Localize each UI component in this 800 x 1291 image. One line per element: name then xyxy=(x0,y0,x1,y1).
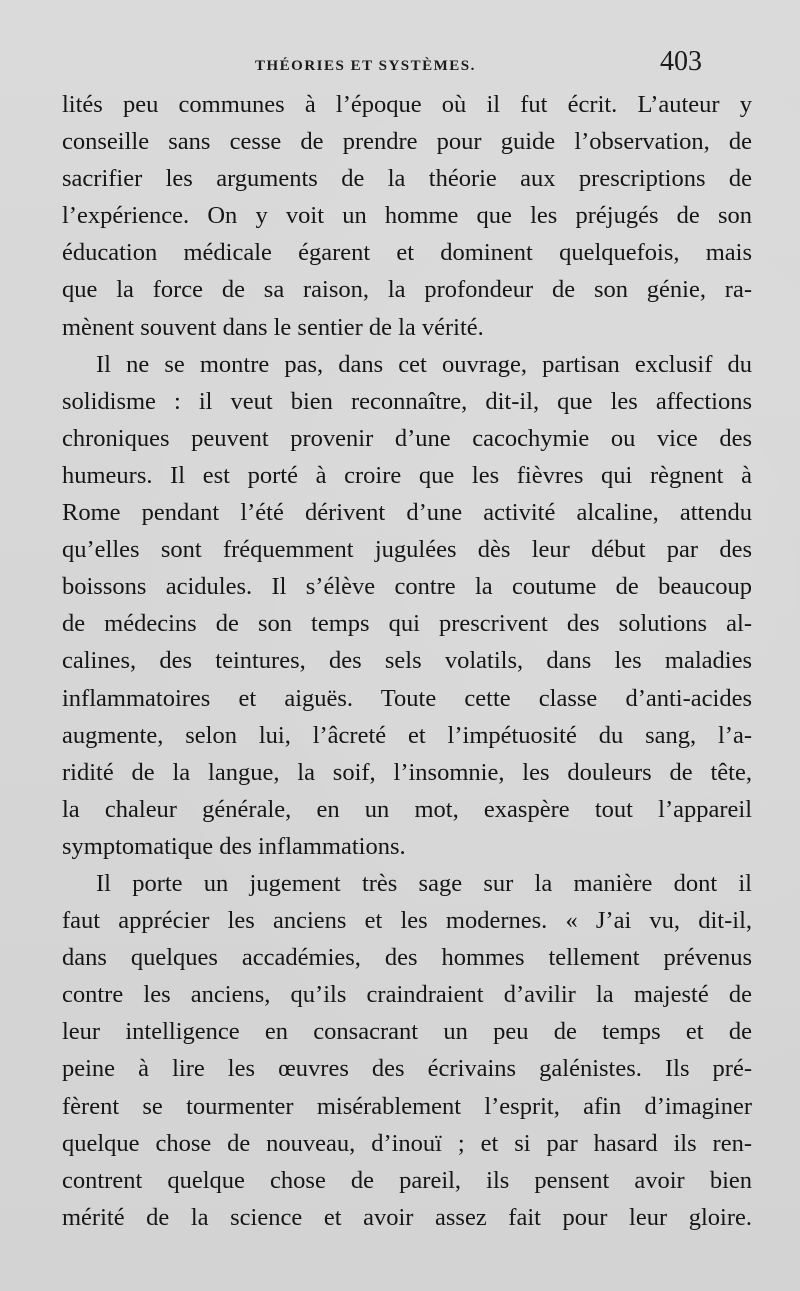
text-line: lités peu communes à l’époque où il fut écrit. L’auteur y xyxy=(62,91,752,118)
text-line: faut apprécier les anciens et les modernes. « J’ai vu, dit-il, xyxy=(62,907,752,935)
text-line: dans quelques accadémies, des hommes tellement prévenus xyxy=(62,944,752,972)
text-line: solidisme : il veut bien reconnaître, dit-il, que les affections xyxy=(62,387,752,415)
text-line: symptomatique des inflammations. xyxy=(62,832,406,860)
text-line: sacrifier les arguments de la théorie aux prescriptions de xyxy=(62,165,752,193)
text-line: Il porte un jugement très sage sur la manière dont il xyxy=(96,869,752,897)
text-line: l’expérience. On y voit un homme que les préjugés de son xyxy=(62,202,752,230)
text-line: quelque chose de nouveau, d’inouï ; et si par hasard ils ren- xyxy=(62,1129,752,1157)
text-line: fèrent se tourmenter misérablement l’esprit, afin d’imaginer xyxy=(62,1092,752,1120)
text-line: leur intelligence en consacrant un peu de temps et de xyxy=(62,1018,752,1046)
text-line: qu’elles sont fréquemment jugulées dès leur début par des xyxy=(62,536,752,564)
text-line: ridité de la langue, la soif, l’insomnie, les douleurs de tête, xyxy=(62,758,752,786)
text-line: Rome pendant l’été dérivent d’une activité alcaline, attendu xyxy=(62,499,752,527)
text-line: boissons acidules. Il s’élève contre la coutume de beaucoup xyxy=(62,573,752,601)
running-title: THÉORIES ET SYSTÈMES. xyxy=(255,58,476,74)
text-line: calines, des teintures, des sels volatils, dans les maladies xyxy=(62,647,752,675)
text-line: conseille sans cesse de prendre pour guide l’observation, de xyxy=(62,128,752,156)
body-text xyxy=(62,86,752,1236)
text-line: contrent quelque chose de pareil, ils pensent avoir bien xyxy=(62,1166,752,1194)
text-line: contre les anciens, qu’ils craindraient d’avilir la majesté de xyxy=(62,981,752,1009)
text-line: peine à lire les œuvres des écrivains galénistes. Ils pré- xyxy=(62,1055,752,1083)
page-header xyxy=(0,46,800,82)
text-line: humeurs. Il est porté à croire que les fièvres qui règnent à xyxy=(62,461,752,489)
text-line: de médecins de son temps qui prescrivent des solutions al- xyxy=(62,610,752,638)
page-number: 403 xyxy=(660,46,702,77)
text-line: chroniques peuvent provenir d’une cacochymie ou vice des xyxy=(62,424,752,452)
text-line: augmente, selon lui, l’âcreté et l’impétuosité du sang, l’a- xyxy=(62,721,752,749)
text-line: que la force de sa raison, la profondeur de son génie, ra- xyxy=(62,276,752,304)
text-line: Il ne se montre pas, dans cet ouvrage, partisan exclusif du xyxy=(96,350,752,378)
text-line: éducation médicale égarent et dominent quelquefois, mais xyxy=(62,239,752,267)
text-line: mènent souvent dans le sentier de la vérité. xyxy=(62,313,484,341)
text-line: inflammatoires et aiguës. Toute cette classe d’anti-acides xyxy=(62,684,752,712)
text-line: la chaleur générale, en un mot, exaspère tout l’appareil xyxy=(62,795,752,823)
text-line: mérité de la science et avoir assez fait pour leur gloire. xyxy=(62,1203,752,1231)
